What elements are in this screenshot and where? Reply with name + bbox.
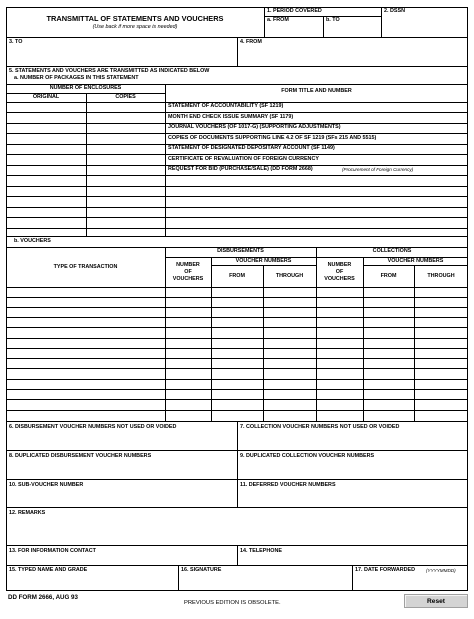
reset-button[interactable] [404,594,468,608]
field10-label: 10. SUB-VOUCHER NUMBER [9,482,84,488]
form-row-5: STATEMENT OF DESIGNATED DEPOSITARY ACCOUNT (SF 1149) [168,145,335,151]
field17-label: 17. DATE FORWARDED [355,567,416,573]
coll-voucher-numbers-header: VOUCHER NUMBERS [387,258,444,264]
to-input[interactable] [7,47,236,65]
collections-header: COLLECTIONS [372,248,412,254]
form-title-header: FORM TITLE AND NUMBER [281,88,352,94]
copies-header: COPIES [115,94,136,100]
form-row-1: STATEMENT OF ACCOUNTABILITY (SF 1219) [168,103,284,109]
field8-label: 8. DUPLICATED DISBURSEMENT VOUCHER NUMBERS [9,453,152,459]
section5b-label: b. VOUCHERS [14,238,51,244]
field13-label: 13. FOR INFORMATION CONTACT [9,548,96,554]
field6-input[interactable] [7,432,236,449]
form-title: TRANSMITTAL OF STATEMENTS AND VOUCHERS [46,14,224,23]
field6-label: 6. DISBURSEMENT VOUCHER NUMBERS NOT USED OR VOIDED [9,424,177,430]
field7-label: 7. COLLECTION VOUCHER NUMBERS NOT USED OR VOIDED [240,424,400,430]
from-input[interactable] [238,47,467,65]
field11-input[interactable] [238,490,467,506]
field11-label: 11. DEFERRED VOUCHER NUMBERS [240,482,336,488]
remarks-input[interactable] [7,518,467,544]
field9-label: 9. DUPLICATED COLLECTION VOUCHER NUMBERS [240,453,375,459]
coll-from-header: FROM [380,273,397,279]
reset-button-label: Reset [427,598,445,605]
period-from-input[interactable] [265,25,322,36]
period-from-label: a. FROM [267,17,289,23]
form-row-4: COPIES OF DOCUMENTS SUPPORTING LINE 4.2 OF SF 1219 (SFs 215 AND 5515) [168,135,377,141]
field12-label: 12. REMARKS [9,510,46,516]
field14-label: 14. TELEPHONE [240,548,282,554]
coll-through-header: THROUGH [427,273,455,279]
period-covered-label: 1. PERIOD COVERED [267,8,322,14]
from-field-label: 4. FROM [240,39,262,45]
field9-input[interactable] [238,461,467,478]
disb-number-of-vouchers-of: OF [184,269,192,275]
section5-title: 5. STATEMENTS AND VOUCHERS ARE TRANSMITTED AS INDICATED BELOW [9,68,210,74]
date-forwarded-input[interactable] [353,575,467,590]
form-row-3: JOURNAL VOUCHERS (OF 1017-G) (SUPPORTING ADJUSTMENTS) [168,124,341,130]
dssn-input[interactable] [382,17,467,36]
enclosures-header: NUMBER OF ENCLOSURES [49,85,122,91]
field17-hint: (YYYYMMDD) [426,568,456,573]
period-to-input[interactable] [324,25,380,36]
form-row-7: REQUEST FOR BID (PURCHASE/SALE) (DD FORM 2668) [168,166,313,172]
field16-label: 16. SIGNATURE [181,567,222,573]
field8-input[interactable] [7,461,236,478]
coll-number-of-vouchers-vouchers: VOUCHERS [324,276,355,282]
disb-number-of-vouchers-header: NUMBER [176,262,200,268]
obsolete-note: PREVIOUS EDITION IS OBSOLETE. [184,600,281,606]
to-field-label: 3. TO [9,39,23,45]
coll-number-of-vouchers-of: OF [335,269,344,275]
type-of-transaction-header: TYPE OF TRANSACTION [53,264,118,270]
contact-input[interactable] [7,555,236,564]
disbursements-header: DISBURSEMENTS [217,248,264,254]
coll-number-of-vouchers-header: NUMBER [327,262,352,268]
field15-label: 15. TYPED NAME AND GRADE [9,567,88,573]
form-row-2: MONTH END CHECK ISSUE SUMMARY (SF 1179) [168,114,294,120]
procurement-note: (Procurement of Foreign Currency) [342,167,414,172]
disb-through-header: THROUGH [275,273,304,279]
dssn-label: 2. DSSN [384,8,405,14]
original-header: ORIGINAL [32,94,60,100]
form-number: DD FORM 2666, AUG 93 [8,594,78,601]
typed-name-input[interactable] [7,575,177,590]
disb-voucher-numbers-header: VOUCHER NUMBERS [235,258,292,264]
form-row-6: CERTIFICATE OF REVALUATION OF FOREIGN CURRENCY [168,156,319,162]
signature-field[interactable] [179,575,351,590]
field7-input[interactable] [238,432,467,449]
disb-number-of-vouchers-vouchers: VOUCHERS [172,276,204,282]
disb-from-header: FROM [229,273,245,279]
period-to-label: b. TO [326,17,340,23]
section5a-label: a. NUMBER OF PACKAGES IN THIS STATEMENT [14,75,139,81]
telephone-input[interactable] [238,555,467,564]
field10-input[interactable] [7,490,236,506]
form-subtitle: (Use back if more space is needed) [92,24,178,30]
